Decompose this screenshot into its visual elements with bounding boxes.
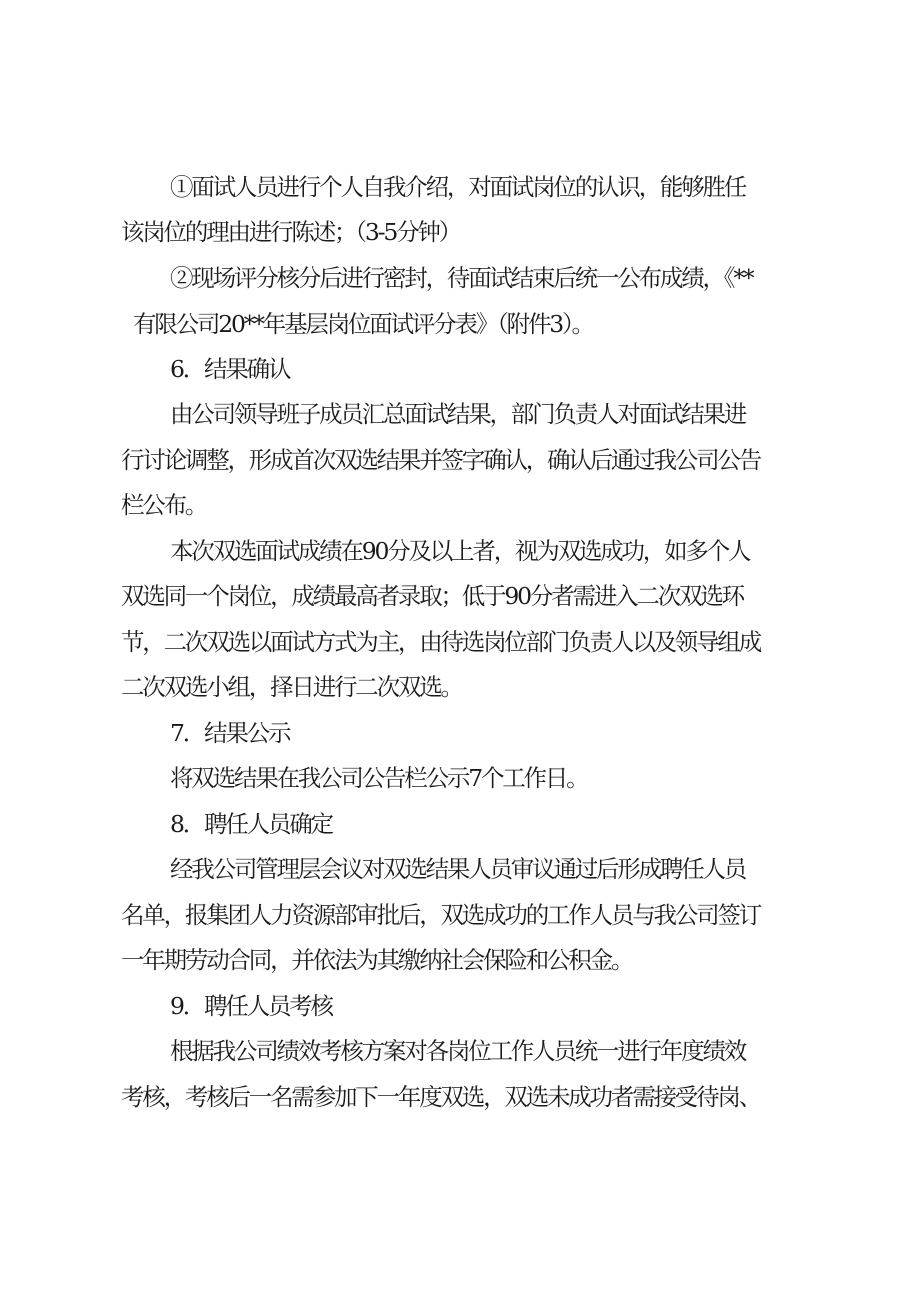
text-line: 考核，考核后一名需参加下一年度双选，双选未成功者需接受待岗、 <box>121 1083 760 1111</box>
text-line: ①面试人员进行个人自我介绍，对面试岗位的认识，能够胜任 <box>170 173 746 201</box>
text-line: 一年期劳动合同，并依法为其缴纳社会保险和公积金。 <box>121 946 633 974</box>
text-line: 二次双选小组，择日进行二次双选。 <box>121 673 462 701</box>
text-line: 双选同一个岗位，成绩最高者录取；低于90分者需进入二次双选环 <box>121 582 743 610</box>
text-line: 栏公布。 <box>121 491 207 519</box>
section-heading-9: 9．聘任人员考核 <box>170 992 332 1020</box>
section-heading-8: 8．聘任人员确定 <box>170 810 332 838</box>
text-line: 经我公司管理层会议对双选结果人员审议通过后形成聘任人员 <box>170 855 746 883</box>
text-line: 本次双选面试成绩在90分及以上者，视为双选成功，如多个人 <box>170 537 750 565</box>
text-line: 行讨论调整，形成首次双选结果并签字确认，确认后通过我公司公告 <box>121 446 760 474</box>
text-line: 根据我公司绩效考核方案对各岗位工作人员统一进行年度绩效 <box>170 1037 746 1065</box>
text-line: 由公司领导班子成员汇总面试结果，部门负责人对面试结果进 <box>170 400 746 428</box>
section-heading-7: 7．结果公示 <box>170 719 290 747</box>
text-line: 将双选结果在我公司公告栏公示7个工作日。 <box>170 764 588 792</box>
text-line: ②现场评分核分后进行密封，待面试结束后统一公布成绩，《** <box>170 264 753 292</box>
text-line: 名单，报集团人力资源部审批后，双选成功的工作人员与我公司签订 <box>121 901 760 929</box>
text-line: 该岗位的理由进行陈述；（3-5分钟） <box>121 218 460 246</box>
text-line: 有限公司20**年基层岗位面试评分表》（附件3）。 <box>133 310 593 338</box>
text-line: 节，二次双选以面试方式为主，由待选岗位部门负责人以及领导组成 <box>121 628 760 656</box>
section-heading-6: 6．结果确认 <box>170 355 290 383</box>
